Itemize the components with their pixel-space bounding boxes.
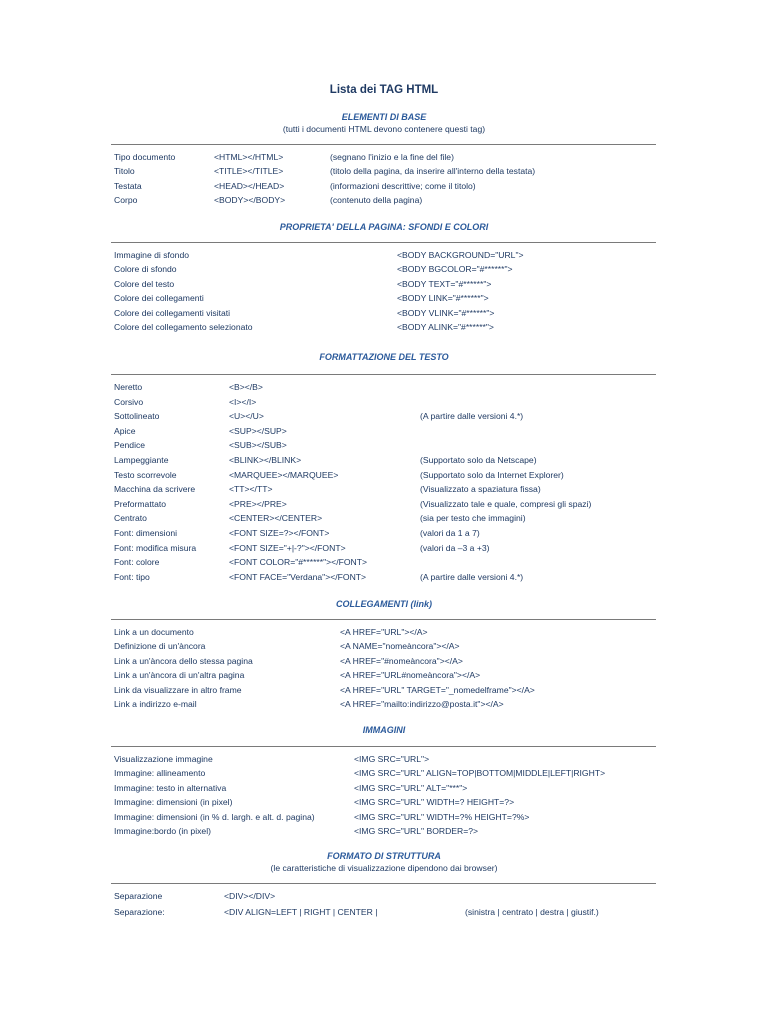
row-tag: <IMG SRC="URL" ALIGN=TOP|BOTTOM|MIDDLE|LEFT|RIGHT>: [354, 768, 606, 779]
tag-row: [114, 824, 674, 838]
row-tag: <CENTER></CENTER>: [229, 513, 323, 524]
row-tag: <U></U>: [229, 411, 264, 422]
row-label: Immagine: dimensioni (in % d. largh. e alt. d. pagina): [114, 811, 315, 822]
row-label: Separazione:: [114, 906, 165, 917]
tag-row: [114, 164, 674, 178]
tag-row: [114, 193, 674, 207]
row-label: Immagine: allineamento: [114, 768, 206, 779]
tag-row: [114, 277, 674, 291]
row-label: Colore dei collegamenti: [114, 293, 204, 304]
tag-row: [114, 625, 674, 639]
row-tag: <A HREF="URL"></A>: [340, 627, 428, 637]
row-label: Font: modifica misura: [114, 542, 197, 553]
row-tag: <A HREF="URL" TARGET="_nomedelframe"></A>: [340, 684, 535, 695]
row-tag: <FONT COLOR="#******"></FONT>: [229, 557, 367, 568]
row-label: Corpo: [114, 195, 138, 206]
row-label: Lampeggiante: [114, 455, 169, 465]
row-tag: <FONT FACE="Verdana"></FONT>: [229, 571, 367, 582]
row-label: Corsivo: [114, 396, 144, 407]
tag-row: [114, 291, 674, 305]
row-tag: <IMG SRC="URL">: [354, 754, 430, 764]
section-heading-images: IMMAGINI: [362, 725, 406, 735]
row-note: (Visualizzato a spaziatura fissa): [420, 484, 541, 495]
tag-row: [114, 541, 674, 555]
row-tag: <BODY></BODY>: [214, 195, 286, 206]
section-divider: [111, 242, 656, 243]
row-tag: <IMG SRC="URL" ALT="***">: [354, 782, 468, 793]
row-tag: <PRE></PRE>: [229, 498, 287, 509]
row-tag: <IMG SRC="URL" BORDER=?>: [354, 826, 479, 836]
row-label: Preformattato: [114, 498, 167, 509]
row-label: Colore del testo: [114, 278, 175, 289]
tag-row: [114, 482, 674, 496]
row-tag: <B></B>: [229, 382, 263, 392]
row-tag: <TITLE></TITLE>: [214, 166, 284, 177]
row-note: (sinistra | centrato | destra | giustif.): [465, 906, 599, 917]
row-label: Neretto: [114, 382, 143, 392]
row-tag: <IMG SRC="URL" WIDTH=? HEIGHT=?>: [354, 797, 515, 808]
row-tag: <BODY BACKGROUND="URL">: [397, 250, 524, 260]
tag-row: [114, 570, 674, 584]
tag-row: [114, 697, 674, 711]
row-label: Pendice: [114, 440, 146, 451]
tag-row: [114, 555, 674, 569]
row-note: (A partire dalle versioni 4.*): [420, 571, 524, 582]
section-divider: [111, 619, 656, 620]
row-label: Colore del collegamento selezionato: [114, 322, 253, 332]
row-note: (valori da 1 a 7): [420, 528, 480, 538]
tag-row: [114, 306, 674, 320]
row-label: Testata: [114, 180, 142, 191]
tag-row: [114, 766, 674, 780]
tag-row: [114, 639, 674, 653]
row-tag: <DIV ALIGN=LEFT | RIGHT | CENTER |: [224, 906, 378, 917]
row-tag: <DIV></DIV>: [224, 891, 276, 901]
row-tag: <HTML></HTML>: [214, 152, 284, 162]
section-subheading-structure: (le caratteristiche di visualizzazione dipendono dai browser): [270, 863, 498, 873]
row-label: Testo scorrevole: [114, 469, 177, 480]
row-label: Immagine:bordo (in pixel): [114, 826, 211, 836]
row-label: Font: dimensioni: [114, 528, 178, 538]
tag-row: [114, 889, 674, 903]
row-note: (Supportato solo da Netscape): [420, 455, 537, 465]
row-tag: <A HREF="URL#nomeàncora"></A>: [340, 670, 481, 681]
row-note: (sia per testo che immagini): [420, 513, 526, 524]
tag-row: [114, 795, 674, 809]
row-note: (Supportato solo da Internet Explorer): [420, 469, 564, 480]
section-heading-text: FORMATTAZIONE DEL TESTO: [319, 352, 449, 362]
section-heading-page: PROPRIETA' DELLA PAGINA: SFONDI E COLORI: [279, 222, 489, 232]
row-tag: <BODY TEXT="#******">: [397, 278, 492, 289]
section-heading-structure: FORMATO DI STRUTTURA: [327, 851, 441, 861]
row-note: (segnano l'inizio e la fine del file): [330, 152, 454, 162]
tag-row: [114, 424, 674, 438]
row-tag: <MARQUEE></MARQUEE>: [229, 469, 339, 480]
row-label: Font: tipo: [114, 571, 150, 582]
row-tag: <BODY LINK="#******">: [397, 293, 489, 304]
row-tag: <HEAD></HEAD>: [214, 180, 285, 191]
row-label: Tipo documento: [114, 152, 176, 162]
row-label: Centrato: [114, 513, 147, 524]
tag-row: [114, 668, 674, 682]
tag-row: [114, 409, 674, 423]
row-note: (informazioni descrittive; come il titolo): [330, 180, 476, 191]
tag-row: [114, 150, 674, 164]
tag-row: [114, 683, 674, 697]
row-label: Link a un'àncora di un'altra pagina: [114, 670, 245, 681]
tag-row: [114, 526, 674, 540]
tag-row: [114, 810, 674, 824]
row-tag: <FONT SIZE="+|-?"></FONT>: [229, 542, 346, 553]
row-label: Immagine: testo in alternativa: [114, 782, 227, 793]
row-tag: <A NAME="nomeàncora"></A>: [340, 641, 460, 652]
row-tag: <FONT SIZE=?></FONT>: [229, 528, 330, 538]
tag-row: [114, 262, 674, 276]
row-note: (valori da –3 a +3): [420, 542, 490, 553]
row-label: Apice: [114, 425, 136, 436]
row-label: Colore dei collegamenti visitati: [114, 307, 231, 318]
row-tag: <IMG SRC="URL" WIDTH=?% HEIGHT=?%>: [354, 811, 530, 822]
section-divider: [111, 374, 656, 375]
row-tag: <A HREF="mailto:indirizzo@posta.it"></A>: [340, 699, 504, 709]
row-label: Link a indirizzo e-mail: [114, 699, 197, 709]
section-heading-links: COLLEGAMENTI (link): [336, 599, 432, 609]
row-label: Immagine: dimensioni (in pixel): [114, 797, 233, 808]
row-tag: <BLINK></BLINK>: [229, 455, 302, 465]
row-label: Titolo: [114, 166, 135, 177]
row-label: Definizione di un'àncora: [114, 641, 206, 652]
section-divider: [111, 746, 656, 747]
tag-row: [114, 438, 674, 452]
tag-row: [114, 752, 674, 766]
row-tag: <BODY ALINK="#******">: [397, 322, 494, 332]
tag-row: [114, 468, 674, 482]
tag-row: [114, 395, 674, 409]
row-note: (contenuto della pagina): [330, 195, 423, 206]
row-label: Immagine di sfondo: [114, 250, 189, 260]
tag-row: [114, 453, 674, 467]
section-divider: [111, 883, 656, 884]
row-label: Sottolineato: [114, 411, 160, 422]
tag-row: [114, 511, 674, 525]
section-subheading-base: (tutti i documenti HTML devono contenere questi tag): [282, 124, 486, 134]
row-label: Link a un documento: [114, 627, 194, 637]
row-tag: <BODY BGCOLOR="#******">: [397, 264, 513, 275]
tag-row: [114, 781, 674, 795]
tag-row: [114, 905, 674, 919]
row-tag: <I></I>: [229, 396, 257, 407]
tag-row: [114, 380, 674, 394]
row-note: (A partire dalle versioni 4.*): [420, 411, 524, 422]
row-label: Link a un'àncora dello stessa pagina: [114, 655, 253, 666]
section-divider: [111, 144, 656, 145]
row-label: Colore di sfondo: [114, 264, 177, 275]
row-tag: <BODY VLINK="#******">: [397, 307, 495, 318]
row-label: Font: colore: [114, 557, 160, 568]
row-tag: <TT></TT>: [229, 484, 273, 495]
tag-row: [114, 654, 674, 668]
row-label: Separazione: [114, 891, 163, 901]
row-tag: <A HREF="#nomeàncora"></A>: [340, 655, 463, 666]
row-tag: <SUP></SUP>: [229, 425, 287, 436]
page-title: Lista dei TAG HTML: [329, 84, 439, 96]
tag-row: [114, 248, 674, 262]
row-tag: <SUB></SUB>: [229, 440, 287, 451]
row-label: Macchina da scrivere: [114, 484, 196, 495]
tag-row: [114, 320, 674, 334]
tag-row: [114, 497, 674, 511]
tag-row: [114, 179, 674, 193]
row-note: (titolo della pagina, da inserire all'interno della testata): [330, 166, 536, 177]
section-heading-base: ELEMENTI DI BASE: [341, 112, 427, 122]
row-label: Visualizzazione immagine: [114, 754, 213, 764]
row-label: Link da visualizzare in altro frame: [114, 684, 242, 695]
row-note: (Visualizzato tale e quale, compresi gli spazi): [420, 498, 592, 509]
